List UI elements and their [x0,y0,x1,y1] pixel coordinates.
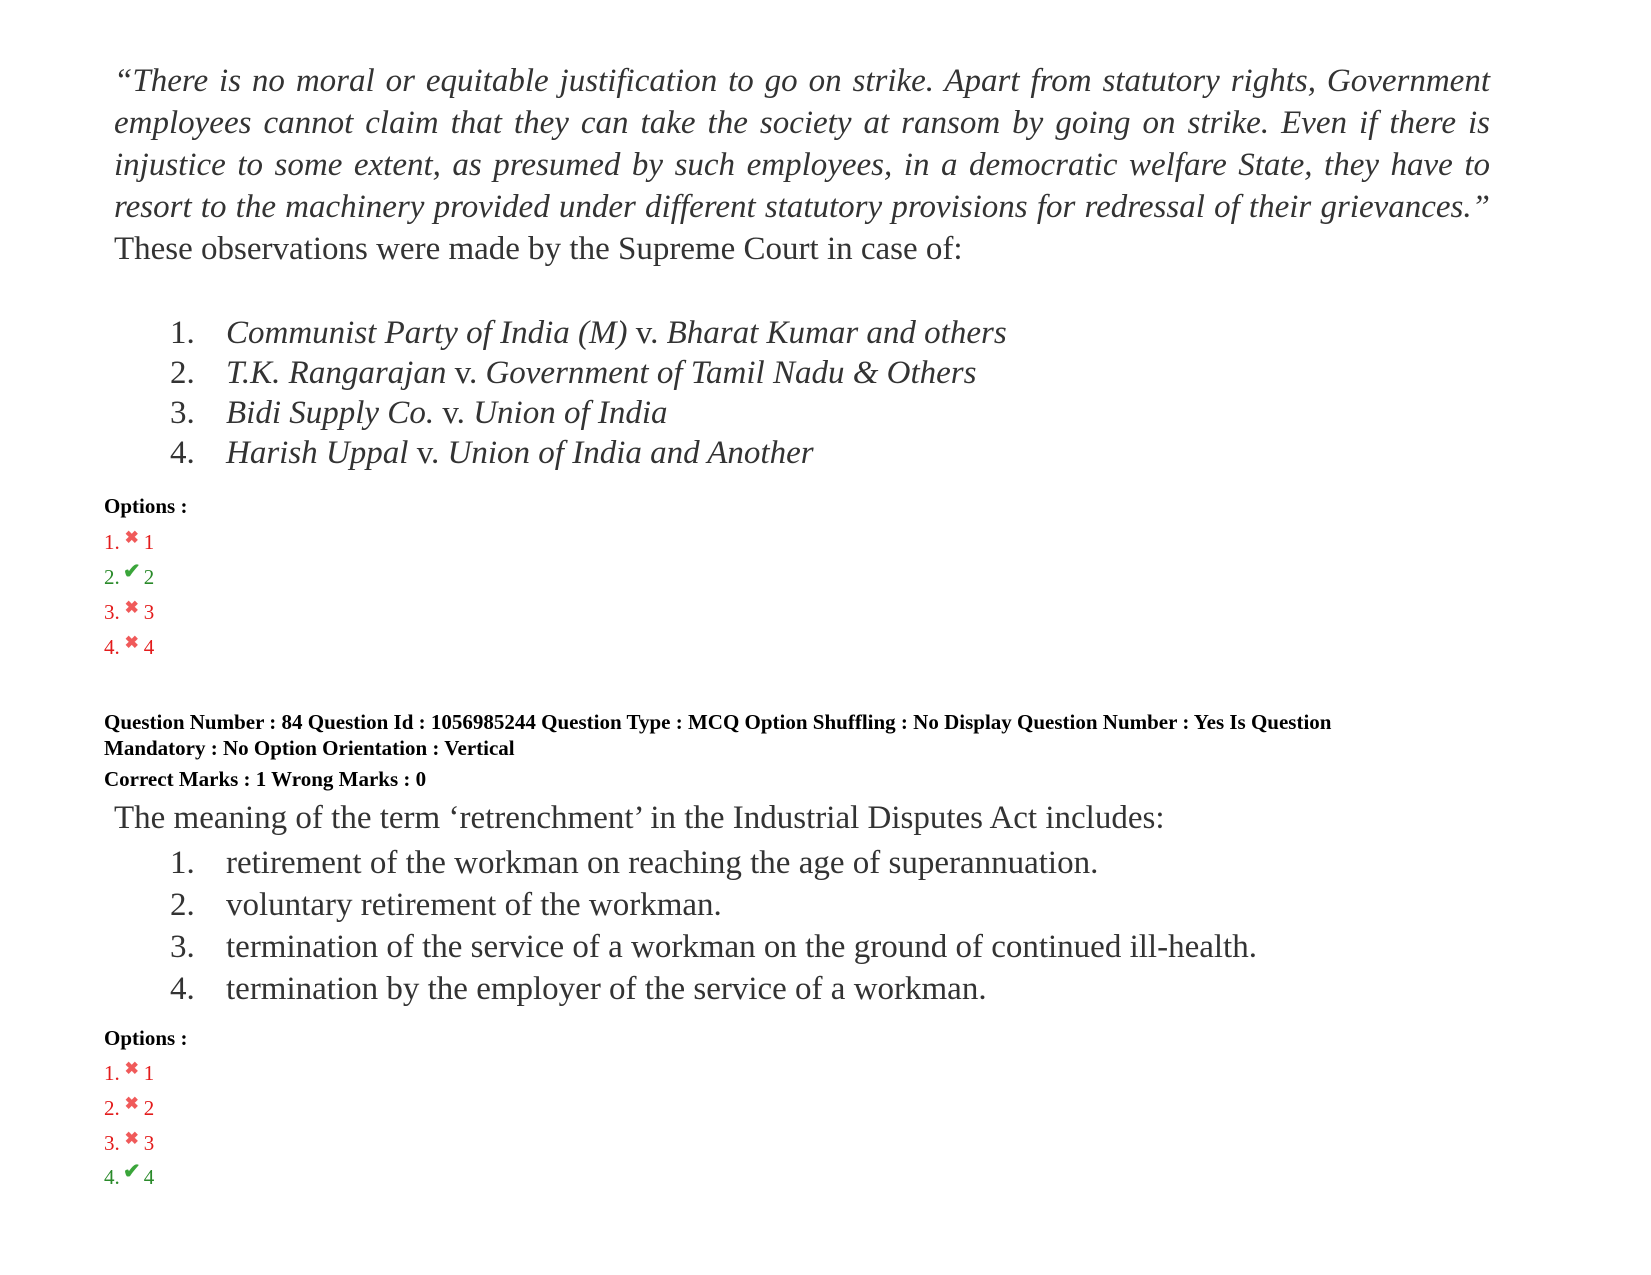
case-versus: v. [408,435,448,471]
check-icon: ✔ [122,1159,141,1183]
option-value: 3 [143,1131,155,1155]
option-number: 3. [104,1131,120,1155]
option-number: 4. [104,635,120,659]
option-value: 4 [143,635,155,659]
statement-number: 2. [170,887,195,923]
statement-number: 1. [170,315,195,351]
check-icon: ✔ [122,559,141,583]
option-4 [104,635,154,661]
passage-quote: “There is no moral or equitable justification to go on strike. Apart from statutory rights, Government employees cannot claim that they can take the society at ransom by going on strike. Even if there is injustice to some extent, as presumed by such employees, in a democratic welfare State, they have to resort to the machinery provided under different statutory provisions for redressal of their grievances.” [114,63,1490,225]
question-83-passage [114,60,1490,270]
statement-number: 4. [170,435,195,471]
option-number: 4. [104,1165,120,1189]
case-party-b: Union of India and Another [447,435,814,471]
options-heading: Options : [104,1026,188,1050]
cross-icon: ✖ [124,1129,139,1148]
cross-icon: ✖ [124,1059,139,1078]
case-party-b: Bharat Kumar and others [666,315,1007,351]
meta-line-2: Mandatory : No Option Orientation : Vertical [104,736,515,760]
option-number: 1. [104,530,120,554]
option-1 [104,1061,154,1087]
option-2 [104,1096,154,1122]
option-value: 1 [143,1061,155,1085]
option-4 [104,1159,155,1189]
option-number: 3. [104,600,120,624]
statement-text: voluntary retirement of the workman. [226,887,722,923]
option-value: 3 [143,600,155,624]
case-party-a: Harish Uppal [226,435,409,471]
q83-statement-4 [170,432,814,474]
case-party-a: Communist Party of India (M) [226,315,628,351]
case-party-a: T.K. Rangarajan [226,355,447,391]
passage-prompt: These observations were made by the Supreme Court in case of: [114,231,963,267]
cross-icon: ✖ [124,1094,139,1113]
statement-number: 2. [170,355,195,391]
option-3 [104,600,154,626]
statement-text: retirement of the workman on reaching the age of superannuation. [226,845,1099,881]
option-2 [104,559,155,589]
option-number: 1. [104,1061,120,1085]
question-84-text: The meaning of the term ‘retrenchment’ in the Industrial Disputes Act includes: [114,800,1165,836]
option-1 [104,530,154,556]
meta-line-1: Question Number : 84 Question Id : 1056985244 Question Type : MCQ Option Shuffling : No Display Question Number : Yes Is Question [104,710,1332,734]
option-value: 1 [143,530,155,554]
question-84-meta [104,709,1504,761]
options-heading: Options : [104,494,188,518]
q84-statement-1 [170,842,1098,884]
option-number: 2. [104,565,120,589]
option-3 [104,1131,154,1157]
q83-statement-3 [170,392,668,434]
option-value: 2 [143,1096,155,1120]
statement-text: termination by the employer of the service of a workman. [226,971,987,1007]
case-party-a: Bidi Supply Co. [226,395,435,431]
statement-number: 1. [170,845,195,881]
statement-text: termination of the service of a workman on the ground of continued ill-health. [226,929,1257,965]
statement-number: 4. [170,971,195,1007]
q84-statement-4 [170,968,987,1010]
case-versus: v. [627,315,667,351]
option-value: 4 [143,1165,155,1189]
option-value: 2 [143,565,155,589]
option-number: 2. [104,1096,120,1120]
q84-statement-3 [170,926,1257,968]
q83-statement-1 [170,312,1007,354]
q84-statement-2 [170,884,722,926]
question-84-marks: Correct Marks : 1 Wrong Marks : 0 [104,767,427,791]
case-party-b: Union of India [473,395,668,431]
cross-icon: ✖ [124,633,139,652]
statement-number: 3. [170,929,195,965]
q83-statement-2 [170,352,977,394]
case-versus: v. [434,395,474,431]
case-party-b: Government of Tamil Nadu & Others [485,355,977,391]
statement-number: 3. [170,395,195,431]
cross-icon: ✖ [124,528,139,547]
case-versus: v. [446,355,486,391]
cross-icon: ✖ [124,598,139,617]
